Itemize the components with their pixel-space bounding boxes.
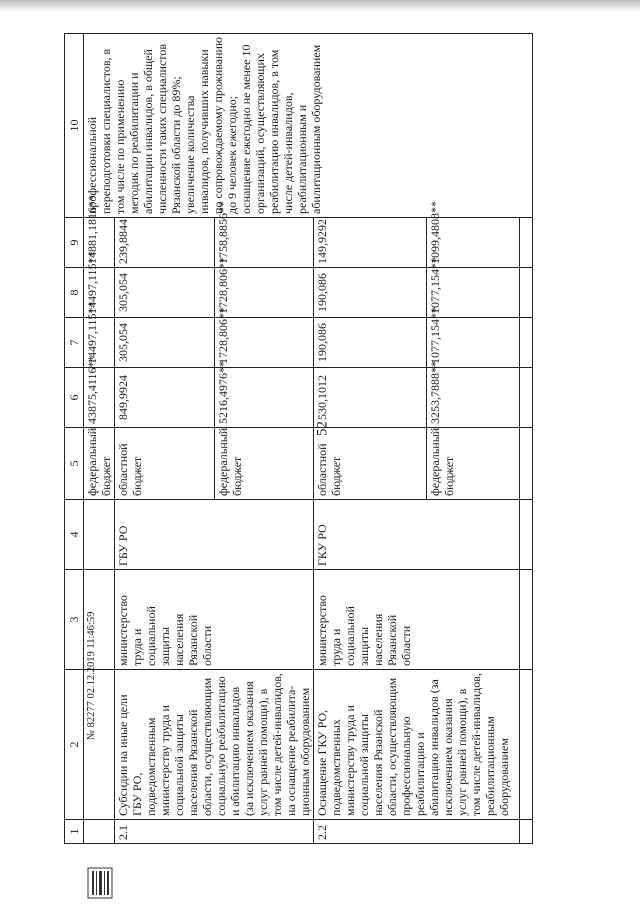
year3-value: 14881,1816** — [84, 218, 115, 268]
barcode-stamp-icon — [86, 866, 114, 900]
col-header: 1 — [65, 820, 84, 844]
row-number: 2.2 — [314, 820, 520, 844]
col-header: 7 — [65, 318, 84, 368]
col-header: 3 — [65, 570, 84, 670]
year1-value: 305,054 — [115, 318, 215, 368]
col-header: 9 — [65, 218, 84, 268]
year1-value: 14497,115** — [84, 318, 115, 368]
funding-source: федеральный бюджет — [427, 428, 520, 500]
year3-value: 149,9292 — [314, 218, 427, 268]
document-registration-stamp: № 82277 02.12.2019 11:46:59 — [86, 611, 97, 740]
year1-value: 1077,154** — [427, 318, 520, 368]
col-header: 2 — [65, 670, 84, 820]
col-header: 5 — [65, 428, 84, 500]
funding-source: федеральный бюджет — [84, 428, 115, 500]
year3-value: 239,8844 — [115, 218, 215, 268]
funding-source: областной бюджет — [314, 428, 427, 500]
rotated-table-wrapper — [64, 34, 608, 844]
year2-value: 14497,115** — [84, 268, 115, 318]
page-number: 52 — [314, 421, 331, 436]
program-table — [64, 33, 533, 844]
year2-value: 1077,154** — [427, 268, 520, 318]
total-value: 849,9924 — [115, 368, 215, 428]
col-header: 6 — [65, 368, 84, 428]
col-header: 8 — [65, 268, 84, 318]
recipient: ГКУ РО — [314, 500, 520, 570]
total-value: 530,1012 — [314, 368, 427, 428]
goal-indicators: профессиональной переподготовки специалистов, в том числе по применению методик по реабилитации и абилитации инвалидов, в общей численности таких специалистов Рязанской области до 89%; увеличение количества инвалидов, получивших навыки по сопровождаемому проживанию до 9 человек ежегодно; оснащение ежегодно не менее 10 организаций, осуществляющих реабилитацию инвалидов, в том числе детей-инвалидов, реабилитационным и абилитационным оборудованием — [84, 34, 533, 218]
year1-value: 1728,806** — [214, 318, 314, 368]
header-row — [65, 34, 84, 844]
funding-source: федеральный бюджет — [214, 428, 314, 500]
year1-value: 190,086 — [314, 318, 427, 368]
total-value: 3253,7888** — [427, 368, 520, 428]
year3-value: 1758,8856** — [214, 218, 314, 268]
year2-value: 305,054 — [115, 268, 215, 318]
executor: министерство труда и социальной защиты населения Рязанской области — [314, 570, 520, 670]
executor: министерство труда и социальной защиты населения Рязанской области — [115, 570, 314, 670]
recipient: ГБУ РО — [115, 500, 314, 570]
measure-name: Субсидии на иные цели ГБУ РО, подведомственным министерству труда и социальной защиты населения Рязанской области, осуществляющим социальную реабилитацию и абилитацию инвалидов (за исключением оказания услуг ранней помощи), в том числе детей-инвалидов, на оснащение реабилита-ционным оборудованием — [115, 670, 314, 820]
year2-value: 1728,806** — [214, 268, 314, 318]
year3-value: 1099,4808** — [427, 218, 520, 268]
total-value: 5216,4976** — [214, 368, 314, 428]
total-value: 43875,4116** — [84, 368, 115, 428]
col-header: 4 — [65, 500, 84, 570]
scan-top-edge — [0, 0, 640, 12]
funding-source: областной бюджет — [115, 428, 215, 500]
measure-name: Оснащение ГКУ РО, подведомственных министерству труда и социальной защиты населения Рязанской области, осуществляющим профессиональную реабилитацию и абилитацию инвалидов (за исключением оказания услуг ранней помощи), в том числе детей-инвалидов, реабилитационным оборудованием — [314, 670, 520, 820]
row-number: 2.1 — [115, 820, 314, 844]
col-header: 10 — [65, 34, 84, 218]
year2-value: 190,086 — [314, 268, 427, 318]
